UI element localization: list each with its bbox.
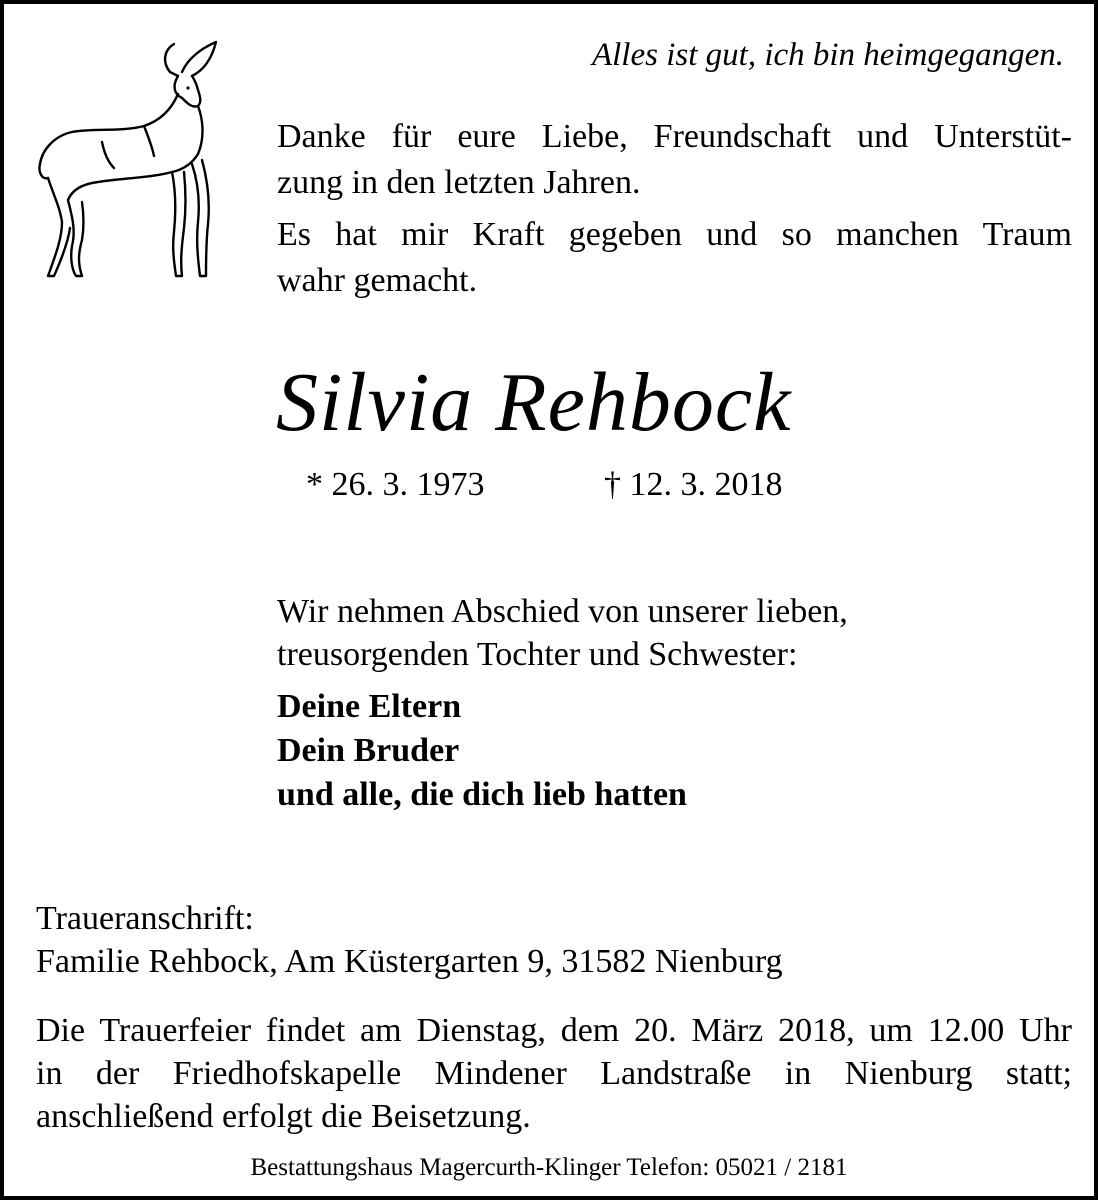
farewell-line: Wir nehmen Abschied von unserer lieben, [277,593,848,630]
thanks-line-3: Es hat mir Kraft gegeben und so manchen Traum [277,216,1072,253]
service-line-2: in der Friedhofskapelle Mindener Landstraße in Nienburg statt; [36,1055,1072,1092]
farewell-line: treusorgenden Tochter und Schwester: [277,636,798,673]
death-date: † 12. 3. 2018 [604,466,783,503]
mourner-entry: und alle, die dich lieb hatten [277,776,687,813]
thanks-paragraph-1 [277,114,1072,206]
thanks-paragraph-2 [277,212,1072,304]
mourning-address [36,897,783,983]
address-line: Familie Rehbock, Am Küstergarten 9, 31582 Nienburg [36,943,783,980]
deer-icon [32,32,232,282]
thanks-line-4: wahr gemacht. [277,262,478,299]
mourner-entry: Dein Bruder [277,732,460,769]
deceased-name: Silvia Rehbock [276,356,792,449]
service-line-1: Die Trauerfeier findet am Dienstag, dem 20. März 2018, um 12.00 Uhr [36,1012,1072,1049]
address-label: Traueranschrift: [36,900,254,937]
funeral-home-footer: Bestattungshaus Magercurth-Klinger Telefon: 05021 / 2181 [250,1154,848,1181]
farewell-text [277,590,848,676]
mourners-list [277,685,687,817]
thanks-line-1: Danke für eure Liebe, Freundschaft und Unterstüt- [277,118,1072,155]
thanks-line-2: zung in den letzten Jahren. [277,164,641,201]
funeral-service-info [36,1009,1072,1138]
motto-quote: Alles ist gut, ich bin heimgegangen. [591,37,1064,73]
mourner-entry: Deine Eltern [277,688,462,725]
service-line-3: anschließend erfolgt die Beisetzung. [36,1098,531,1135]
birth-date: * 26. 3. 1973 [306,466,485,503]
